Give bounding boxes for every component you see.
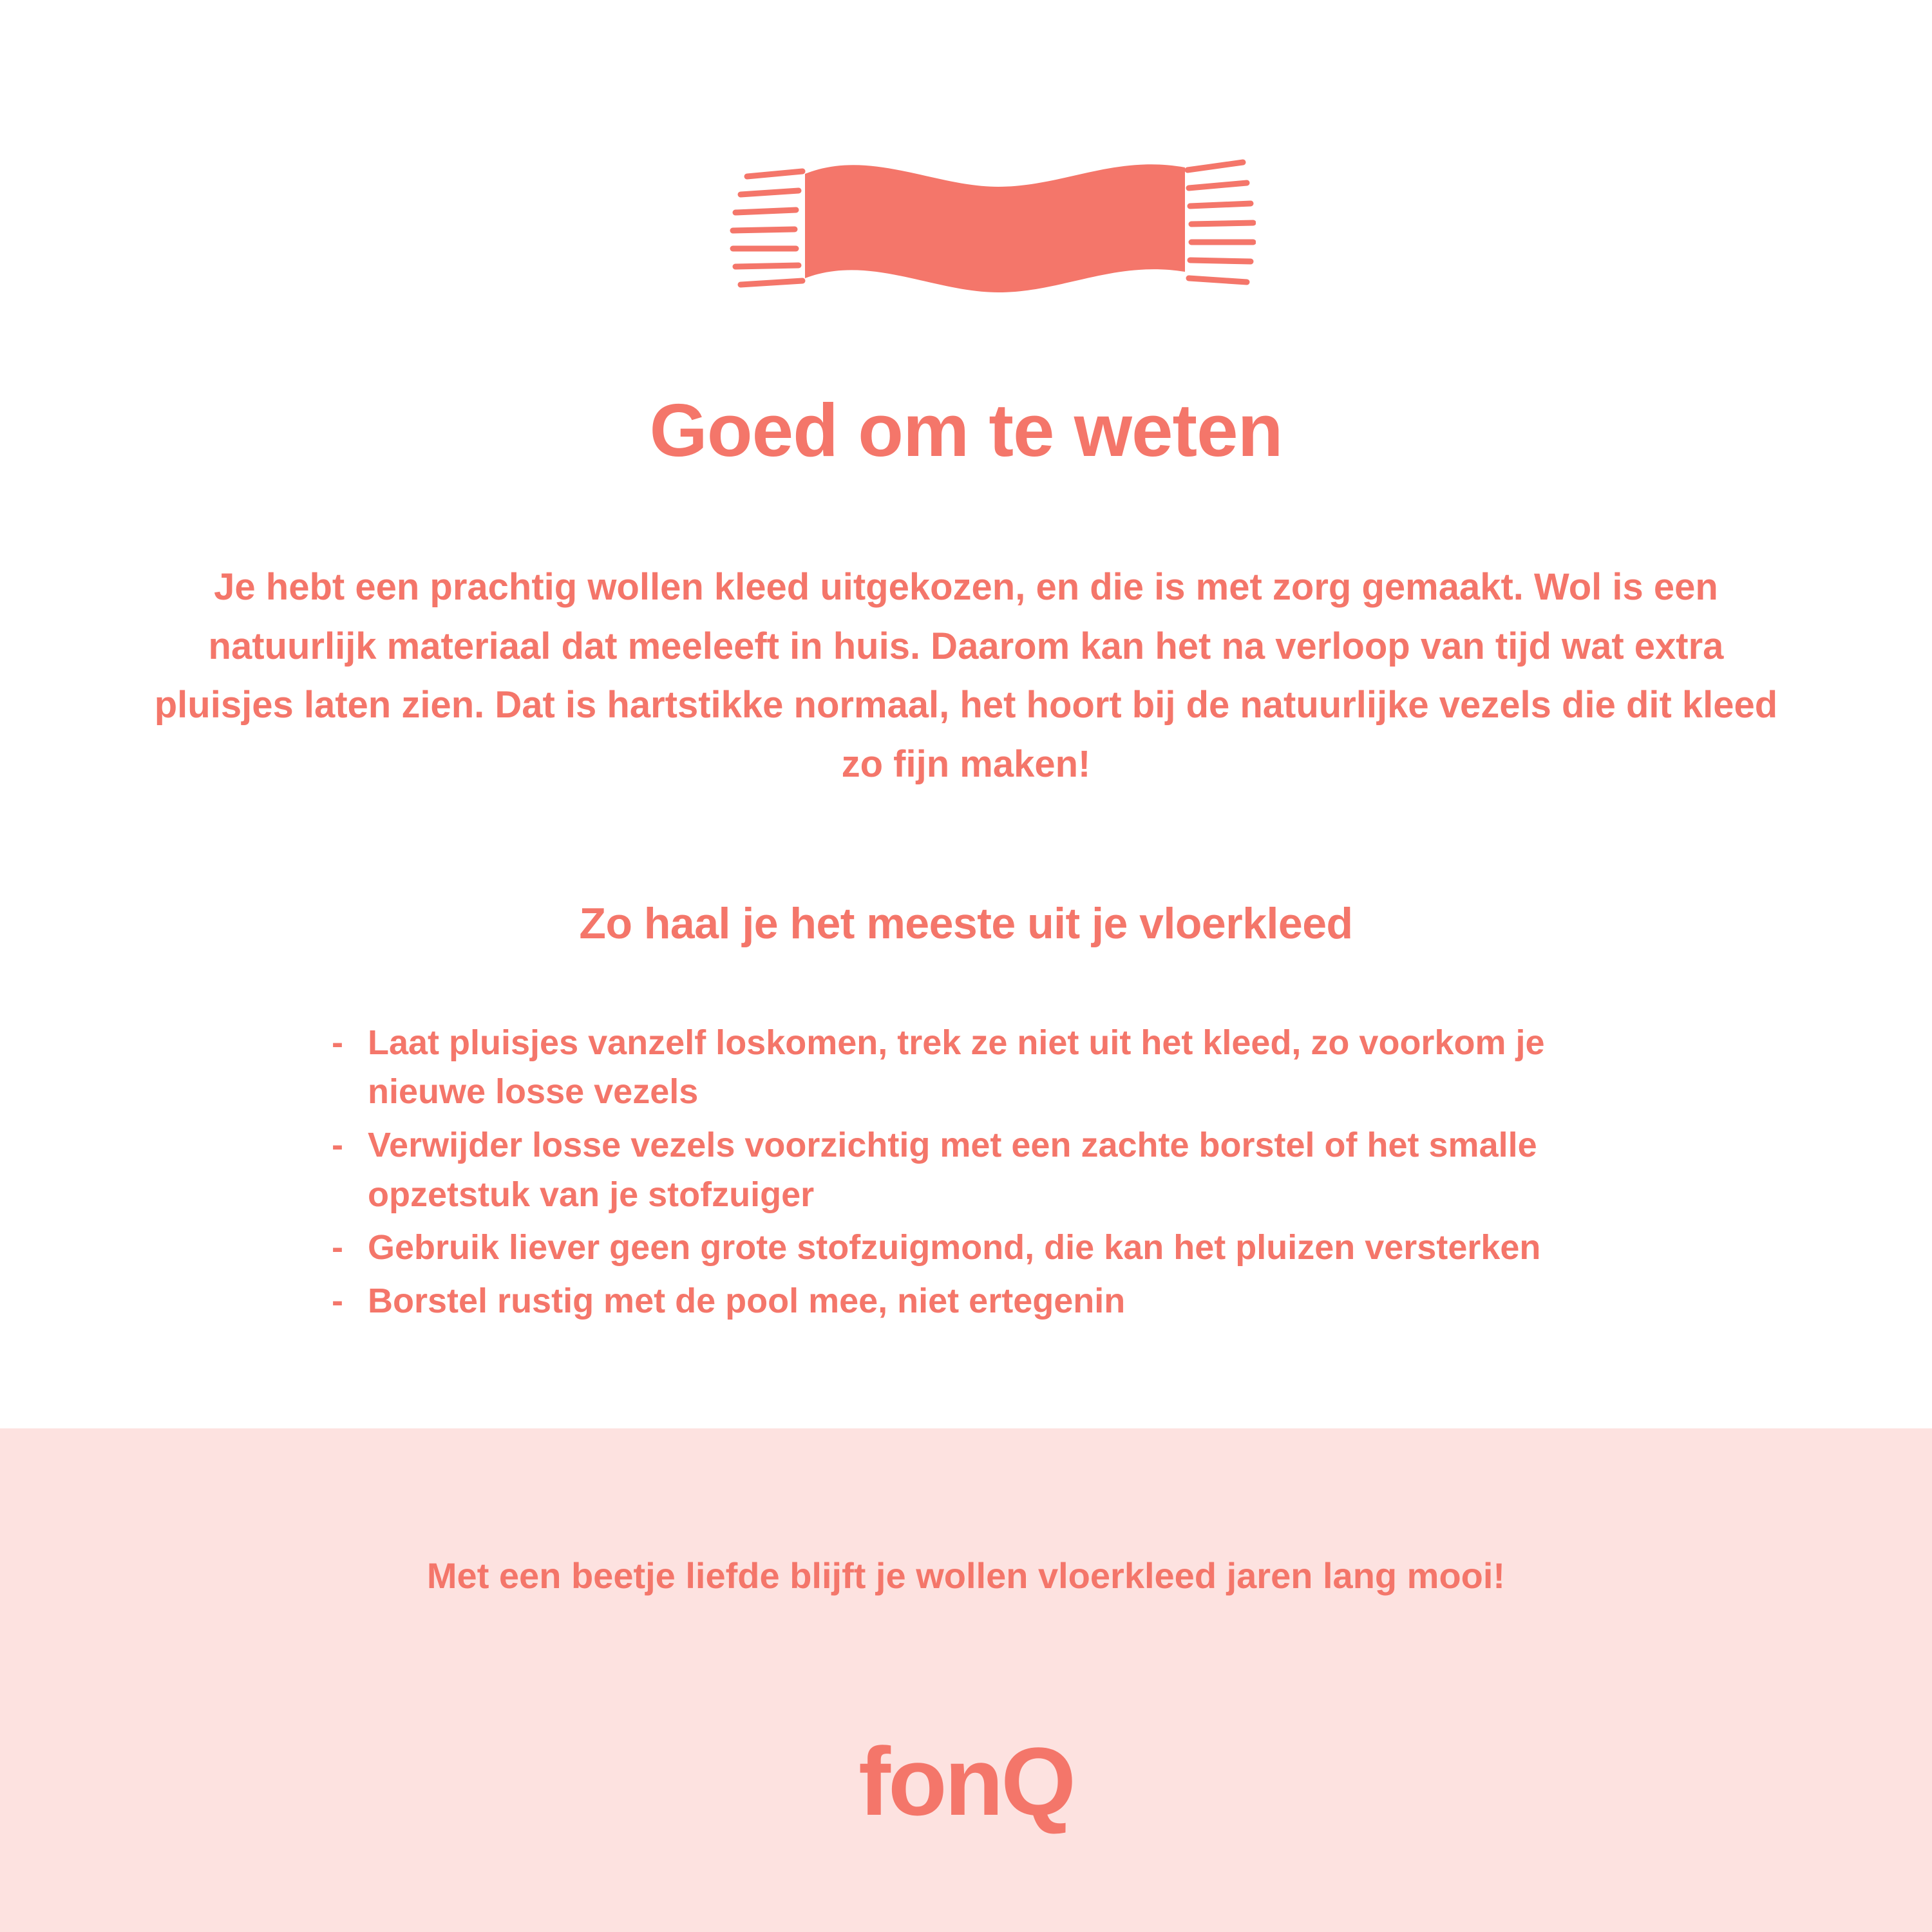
- footer-message: Met een beetje liefde blijft je wollen vloerkleed jaren lang mooi!: [426, 1555, 1506, 1596]
- fonq-logo: fonQ: [858, 1727, 1074, 1835]
- bullet-dash: -: [332, 1228, 343, 1267]
- list-item: [332, 1121, 1620, 1219]
- list-item-label: Verwijder losse vezels voorzichtig met een zachte borstel of het smalle opzetstuk van je stofzuiger: [368, 1125, 1537, 1214]
- footer-band: [0, 1428, 1932, 1932]
- list-item-label: Laat pluisjes vanzelf loskomen, trek ze niet uit het kleed, zo voorkom je nieuwe losse vezels: [368, 1023, 1545, 1112]
- list-item: [332, 1276, 1620, 1326]
- tips-subtitle: Zo haal je het meeste uit je vloerkleed: [579, 898, 1353, 948]
- bullet-dash: -: [332, 1023, 343, 1062]
- list-item: [332, 1018, 1620, 1117]
- list-item-label: Borstel rustig met de pool mee, niet ertegenin: [368, 1281, 1126, 1320]
- page-title: Goed om te weten: [649, 388, 1283, 472]
- bullet-dash: -: [332, 1125, 343, 1164]
- bullet-dash: -: [332, 1281, 343, 1320]
- tips-list: [332, 1018, 1620, 1330]
- intro-paragraph: Je hebt een prachtig wollen kleed uitgekozen, en die is met zorg gemaakt. Wol is een natuurlijk materiaal dat meeleeft in huis. Daarom kan het na verloop van tijd wat extra pluisjes laten zien. Dat is hartstikke normaal, het hoort bij de natuurlijke vezels die dit kleed zo fijn maken!: [154, 566, 1778, 785]
- list-item-label: Gebruik liever geen grote stofzuigmond, die kan het pluizen versterken: [368, 1228, 1541, 1267]
- list-item: [332, 1223, 1620, 1273]
- rug-icon: [676, 149, 1256, 317]
